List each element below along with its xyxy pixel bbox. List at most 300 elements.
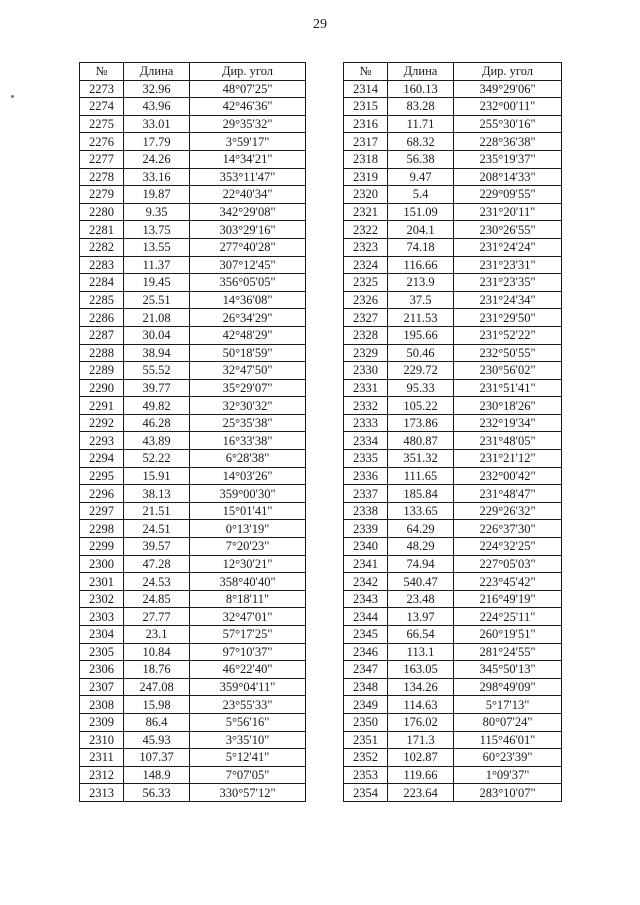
table-row [80,80,306,98]
segment-length: 176.02 [388,713,454,731]
point-number: 2275 [80,115,124,133]
segment-length: 56.33 [124,784,190,802]
direction-angle: 283°10'07" [454,784,562,802]
point-number: 2324 [344,256,388,274]
direction-angle: 235°19'37" [454,150,562,168]
direction-angle: 50°18'59" [190,344,306,362]
point-number: 2330 [344,362,388,380]
table-row [344,502,562,520]
segment-length: 351.32 [388,450,454,468]
direction-angle: 345°50'13" [454,661,562,679]
segment-length: 13.97 [388,608,454,626]
point-number: 2313 [80,784,124,802]
segment-length: 50.46 [388,344,454,362]
segment-length: 119.66 [388,766,454,784]
point-number: 2349 [344,696,388,714]
point-number: 2347 [344,661,388,679]
direction-angle: 232°19'34" [454,414,562,432]
table-row [80,186,306,204]
point-number: 2338 [344,502,388,520]
point-number: 2348 [344,678,388,696]
table-row [80,520,306,538]
direction-angle: 229°09'55" [454,186,562,204]
segment-length: 86.4 [124,713,190,731]
segment-length: 204.1 [388,221,454,239]
point-number: 2332 [344,397,388,415]
direction-angle: 349°29'06" [454,80,562,98]
point-number: 2351 [344,731,388,749]
segment-length: 213.9 [388,274,454,292]
point-number: 2311 [80,749,124,767]
segment-length: 68.32 [388,133,454,151]
segment-length: 43.89 [124,432,190,450]
segment-length: 13.55 [124,238,190,256]
point-number: 2310 [80,731,124,749]
point-number: 2327 [344,309,388,327]
table-row [80,467,306,485]
coordinates-table-left [79,62,306,802]
scan-speck [11,95,14,98]
table-row [344,133,562,151]
direction-angle: 7°07'05" [190,766,306,784]
table-row [80,274,306,292]
segment-length: 211.53 [388,309,454,327]
segment-length: 95.33 [388,379,454,397]
point-number: 2293 [80,432,124,450]
table-row [80,291,306,309]
table-row [344,432,562,450]
table-row [80,344,306,362]
segment-length: 24.26 [124,150,190,168]
table-row [344,749,562,767]
table-row [80,379,306,397]
point-number: 2352 [344,749,388,767]
point-number: 2339 [344,520,388,538]
segment-length: 33.01 [124,115,190,133]
segment-length: 195.66 [388,326,454,344]
direction-angle: 5°17'13" [454,696,562,714]
segment-length: 15.98 [124,696,190,714]
point-number: 2299 [80,538,124,556]
table-row [80,238,306,256]
table-row [344,256,562,274]
table-row [344,643,562,661]
direction-angle: 298°49'09" [454,678,562,696]
table-row [80,766,306,784]
point-number: 2329 [344,344,388,362]
direction-angle: 228°36'38" [454,133,562,151]
table-row [344,590,562,608]
direction-angle: 42°46'36" [190,98,306,116]
point-number: 2285 [80,291,124,309]
direction-angle: 231°51'41" [454,379,562,397]
segment-length: 163.05 [388,661,454,679]
point-number: 2344 [344,608,388,626]
point-number: 2300 [80,555,124,573]
segment-length: 30.04 [124,326,190,344]
segment-length: 480.87 [388,432,454,450]
point-number: 2284 [80,274,124,292]
direction-angle: 46°22'40" [190,661,306,679]
direction-angle: 231°20'11" [454,203,562,221]
table-row [80,784,306,802]
point-number: 2345 [344,626,388,644]
point-number: 2314 [344,80,388,98]
direction-angle: 230°56'02" [454,362,562,380]
point-number: 2316 [344,115,388,133]
table-row [344,326,562,344]
table-row [344,626,562,644]
segment-length: 11.37 [124,256,190,274]
point-number: 2340 [344,538,388,556]
table-row [80,626,306,644]
direction-angle: 231°24'34" [454,291,562,309]
point-number: 2321 [344,203,388,221]
point-number: 2343 [344,590,388,608]
point-number: 2346 [344,643,388,661]
point-number: 2296 [80,485,124,503]
direction-angle: 5°56'16" [190,713,306,731]
header-angle: Дир. угол [454,63,562,81]
direction-angle: 342°29'08" [190,203,306,221]
direction-angle: 232°00'42" [454,467,562,485]
point-number: 2334 [344,432,388,450]
point-number: 2278 [80,168,124,186]
point-number: 2273 [80,80,124,98]
table-row [80,133,306,151]
point-number: 2282 [80,238,124,256]
table-body-right [344,80,562,801]
segment-length: 113.1 [388,643,454,661]
direction-angle: 231°29'50" [454,309,562,327]
segment-length: 223.64 [388,784,454,802]
table-row [80,450,306,468]
segment-length: 23.1 [124,626,190,644]
direction-angle: 0°13'19" [190,520,306,538]
point-number: 2333 [344,414,388,432]
header-number: № [344,63,388,81]
table-row [344,696,562,714]
table-row [80,485,306,503]
direction-angle: 231°21'12" [454,450,562,468]
table-row [344,678,562,696]
direction-angle: 231°24'24" [454,238,562,256]
segment-length: 114.63 [388,696,454,714]
table-row [80,538,306,556]
table-row [80,432,306,450]
direction-angle: 80°07'24" [454,713,562,731]
direction-angle: 303°29'16" [190,221,306,239]
segment-length: 27.77 [124,608,190,626]
point-number: 2309 [80,713,124,731]
table-row [344,555,562,573]
direction-angle: 231°23'35" [454,274,562,292]
point-number: 2319 [344,168,388,186]
point-number: 2307 [80,678,124,696]
point-number: 2306 [80,661,124,679]
table-row [80,608,306,626]
point-number: 2303 [80,608,124,626]
point-number: 2308 [80,696,124,714]
point-number: 2354 [344,784,388,802]
direction-angle: 14°34'21" [190,150,306,168]
direction-angle: 231°52'22" [454,326,562,344]
direction-angle: 227°05'03" [454,555,562,573]
point-number: 2288 [80,344,124,362]
segment-length: 74.94 [388,555,454,573]
direction-angle: 32°30'32" [190,397,306,415]
direction-angle: 232°00'11" [454,98,562,116]
segment-length: 116.66 [388,256,454,274]
table-row [344,168,562,186]
direction-angle: 115°46'01" [454,731,562,749]
segment-length: 185.84 [388,485,454,503]
direction-angle: 57°17'25" [190,626,306,644]
segment-length: 102.87 [388,749,454,767]
segment-length: 9.35 [124,203,190,221]
segment-length: 45.93 [124,731,190,749]
segment-length: 18.76 [124,661,190,679]
segment-length: 39.57 [124,538,190,556]
table-row [344,538,562,556]
table-row [80,749,306,767]
point-number: 2326 [344,291,388,309]
segment-length: 111.65 [388,467,454,485]
point-number: 2322 [344,221,388,239]
table-row [344,520,562,538]
direction-angle: 230°18'26" [454,397,562,415]
table-row [344,291,562,309]
segment-length: 32.96 [124,80,190,98]
direction-angle: 231°48'05" [454,432,562,450]
point-number: 2341 [344,555,388,573]
segment-length: 24.53 [124,573,190,591]
table-row [80,731,306,749]
point-number: 2320 [344,186,388,204]
table-row [344,203,562,221]
point-number: 2318 [344,150,388,168]
direction-angle: 224°32'25" [454,538,562,556]
segment-length: 160.13 [388,80,454,98]
table-row [344,274,562,292]
segment-length: 21.51 [124,502,190,520]
table-row [80,256,306,274]
direction-angle: 330°57'12" [190,784,306,802]
table-header-row [344,63,562,81]
segment-length: 13.75 [124,221,190,239]
point-number: 2301 [80,573,124,591]
point-number: 2335 [344,450,388,468]
table-row [344,397,562,415]
direction-angle: 48°07'25" [190,80,306,98]
segment-length: 38.94 [124,344,190,362]
table-row [344,238,562,256]
table-row [80,643,306,661]
segment-length: 247.08 [124,678,190,696]
table-row [344,80,562,98]
direction-angle: 12°30'21" [190,555,306,573]
direction-angle: 231°23'31" [454,256,562,274]
segment-length: 107.37 [124,749,190,767]
direction-angle: 223°45'42" [454,573,562,591]
segment-length: 64.29 [388,520,454,538]
header-length: Длина [124,63,190,81]
direction-angle: 29°35'32" [190,115,306,133]
segment-length: 24.85 [124,590,190,608]
segment-length: 37.5 [388,291,454,309]
table-row [80,590,306,608]
table-row [344,450,562,468]
segment-length: 25.51 [124,291,190,309]
table-row [344,713,562,731]
direction-angle: 25°35'38" [190,414,306,432]
point-number: 2312 [80,766,124,784]
table-row [80,150,306,168]
table-row [80,573,306,591]
direction-angle: 358°40'40" [190,573,306,591]
point-number: 2331 [344,379,388,397]
direction-angle: 5°12'41" [190,749,306,767]
segment-length: 5.4 [388,186,454,204]
point-number: 2290 [80,379,124,397]
direction-angle: 232°50'55" [454,344,562,362]
point-number: 2350 [344,713,388,731]
point-number: 2291 [80,397,124,415]
point-number: 2274 [80,98,124,116]
segment-length: 23.48 [388,590,454,608]
segment-length: 52.22 [124,450,190,468]
direction-angle: 359°04'11" [190,678,306,696]
direction-angle: 16°33'38" [190,432,306,450]
point-number: 2337 [344,485,388,503]
table-row [80,502,306,520]
table-row [80,309,306,327]
table-row [344,221,562,239]
point-number: 2298 [80,520,124,538]
direction-angle: 32°47'50" [190,362,306,380]
direction-angle: 3°35'10" [190,731,306,749]
point-number: 2287 [80,326,124,344]
point-number: 2323 [344,238,388,256]
direction-angle: 1°09'37" [454,766,562,784]
direction-angle: 22°40'34" [190,186,306,204]
header-number: № [80,63,124,81]
table-row [80,397,306,415]
point-number: 2353 [344,766,388,784]
table-row [344,150,562,168]
point-number: 2342 [344,573,388,591]
segment-length: 540.47 [388,573,454,591]
direction-angle: 260°19'51" [454,626,562,644]
direction-angle: 281°24'55" [454,643,562,661]
table-row [344,98,562,116]
table-row [80,168,306,186]
direction-angle: 277°40'28" [190,238,306,256]
segment-length: 15.91 [124,467,190,485]
direction-angle: 35°29'07" [190,379,306,397]
table-row [344,608,562,626]
table-row [80,362,306,380]
table-row [80,661,306,679]
point-number: 2305 [80,643,124,661]
point-number: 2286 [80,309,124,327]
segment-length: 55.52 [124,362,190,380]
segment-length: 38.13 [124,485,190,503]
table-header-row [80,63,306,81]
segment-length: 46.28 [124,414,190,432]
table-body-left [80,80,306,801]
table-row [80,326,306,344]
segment-length: 47.28 [124,555,190,573]
point-number: 2294 [80,450,124,468]
direction-angle: 226°37'30" [454,520,562,538]
segment-length: 148.9 [124,766,190,784]
table-row [80,221,306,239]
point-number: 2277 [80,150,124,168]
segment-length: 134.26 [388,678,454,696]
point-number: 2276 [80,133,124,151]
point-number: 2289 [80,362,124,380]
table-row [344,379,562,397]
table-row [344,344,562,362]
segment-length: 49.82 [124,397,190,415]
table-row [80,555,306,573]
segment-length: 229.72 [388,362,454,380]
point-number: 2325 [344,274,388,292]
segment-length: 173.86 [388,414,454,432]
direction-angle: 359°00'30" [190,485,306,503]
segment-length: 17.79 [124,133,190,151]
point-number: 2317 [344,133,388,151]
direction-angle: 26°34'29" [190,309,306,327]
segment-length: 33.16 [124,168,190,186]
point-number: 2336 [344,467,388,485]
direction-angle: 216°49'19" [454,590,562,608]
table-row [344,467,562,485]
table-row [80,98,306,116]
direction-angle: 307°12'45" [190,256,306,274]
direction-angle: 224°25'11" [454,608,562,626]
segment-length: 24.51 [124,520,190,538]
table-row [80,203,306,221]
table-row [344,115,562,133]
segment-length: 56.38 [388,150,454,168]
table-row [80,713,306,731]
direction-angle: 6°28'38" [190,450,306,468]
table-row [344,186,562,204]
direction-angle: 231°48'47" [454,485,562,503]
direction-angle: 32°47'01" [190,608,306,626]
segment-length: 11.71 [388,115,454,133]
point-number: 2280 [80,203,124,221]
point-number: 2304 [80,626,124,644]
direction-angle: 255°30'16" [454,115,562,133]
direction-angle: 97°10'37" [190,643,306,661]
segment-length: 66.54 [388,626,454,644]
header-length: Длина [388,63,454,81]
point-number: 2297 [80,502,124,520]
segment-length: 9.47 [388,168,454,186]
segment-length: 21.08 [124,309,190,327]
point-number: 2281 [80,221,124,239]
direction-angle: 230°26'55" [454,221,562,239]
direction-angle: 8°18'11" [190,590,306,608]
direction-angle: 14°03'26" [190,467,306,485]
segment-length: 171.3 [388,731,454,749]
segment-length: 43.96 [124,98,190,116]
direction-angle: 7°20'23" [190,538,306,556]
point-number: 2292 [80,414,124,432]
